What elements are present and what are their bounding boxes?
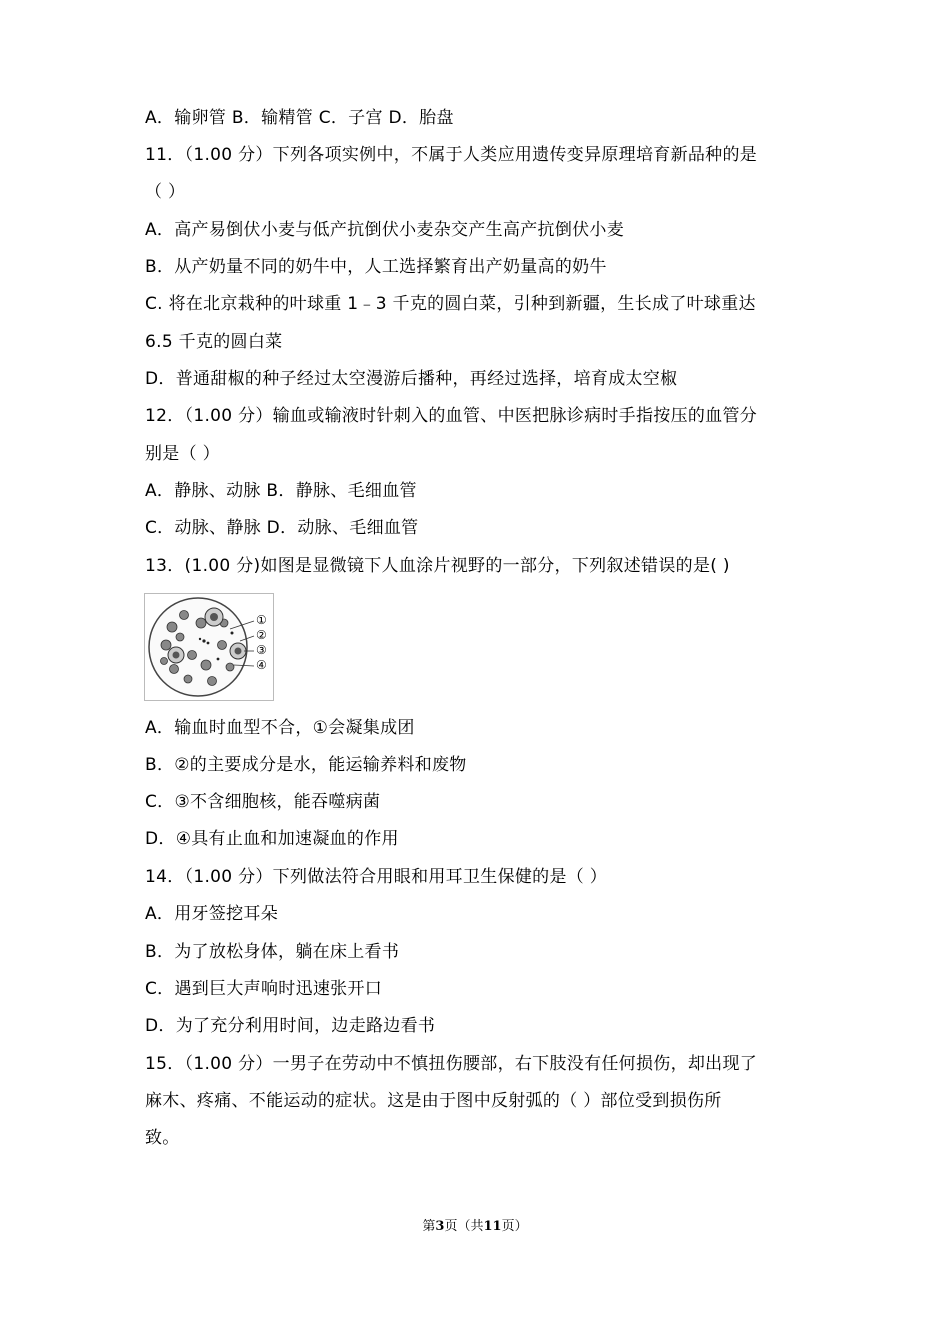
q11-option-a: A．高产易倒伏小麦与低产抗倒伏小麦杂交产生高产抗倒伏小麦 (145, 220, 625, 240)
footer-middle: 页（共 (444, 1219, 484, 1234)
q14-option-a: A．用牙签挖耳朵 (145, 904, 279, 924)
figure-label-3: ③ (256, 643, 267, 657)
q10-options: A．输卵管 B．输精管 C．子宫 D．胎盘 (145, 108, 454, 128)
page-footer (0, 1215, 950, 1234)
q15-stem-end: 致。 (145, 1128, 180, 1148)
q11-stem-blank: （ ） (145, 182, 186, 202)
footer-suffix: 页） (501, 1219, 528, 1234)
q13-option-b: B．②的主要成分是水，能运输养料和废物 (145, 755, 467, 775)
figure-label-2: ② (256, 628, 267, 642)
figure-label-1: ① (256, 613, 267, 627)
q14-stem: 14．（1.00 分）下列做法符合用眼和用耳卫生保健的是（ ） (145, 867, 608, 887)
q14-option-c: C．遇到巨大声响时迅速张开口 (145, 979, 383, 999)
footer-total-pages: 11 (483, 1219, 502, 1234)
q15-stem: 15．（1.00 分）一男子在劳动中不慎扭伤腰部，右下肢没有任何损伤，却出现了 (145, 1054, 758, 1074)
q11-stem: 11．（1.00 分）下列各项实例中，不属于人类应用遗传变异原理培育新品种的是 (145, 145, 758, 165)
q13-option-d: D．④具有止血和加速凝血的作用 (145, 829, 399, 849)
q11-option-d: D．普通甜椒的种子经过太空漫游后播种，再经过选择，培育成太空椒 (145, 369, 678, 389)
q13-option-a: A．输血时血型不合，①会凝集成团 (145, 718, 415, 738)
q12-stem: 12．（1.00 分）输血或输液时针刺入的血管、中医把脉诊病时手指按压的血管分 (145, 406, 758, 426)
q15-stem-cont: 麻木、疼痛、不能运动的症状。这是由于图中反射弧的（ ）部位受到损伤所 (145, 1091, 722, 1111)
q12-options-ab: A．静脉、动脉 B．静脉、毛细血管 (145, 481, 417, 501)
q12-stem-cont: 别是（ ） (145, 444, 220, 464)
footer-page-number: 3 (435, 1219, 445, 1234)
q13-stem: 13．(1.00 分)如图是显微镜下人血涂片视野的一部分，下列叙述错误的是( ) (145, 556, 730, 576)
q11-option-c: C. 将在北京栽种的叶球重 1﹣3 千克的圆白菜，引种到新疆，生长成了叶球重达 (145, 294, 756, 314)
q11-option-c-cont: 6.5 千克的圆白菜 (145, 332, 283, 352)
q12-options-cd: C．动脉、静脉 D．动脉、毛细血管 (145, 518, 419, 538)
q11-option-b: B．从产奶量不同的奶牛中，人工选择繁育出产奶量高的奶牛 (145, 257, 607, 277)
q14-option-d: D．为了充分利用时间，边走路边看书 (145, 1016, 436, 1036)
q13-option-c: C．③不含细胞核，能吞噬病菌 (145, 792, 381, 812)
q14-option-b: B．为了放松身体，躺在床上看书 (145, 942, 400, 962)
footer-prefix: 第 (422, 1219, 436, 1234)
blood-smear-figure (144, 593, 274, 701)
figure-label-4: ④ (256, 658, 267, 672)
